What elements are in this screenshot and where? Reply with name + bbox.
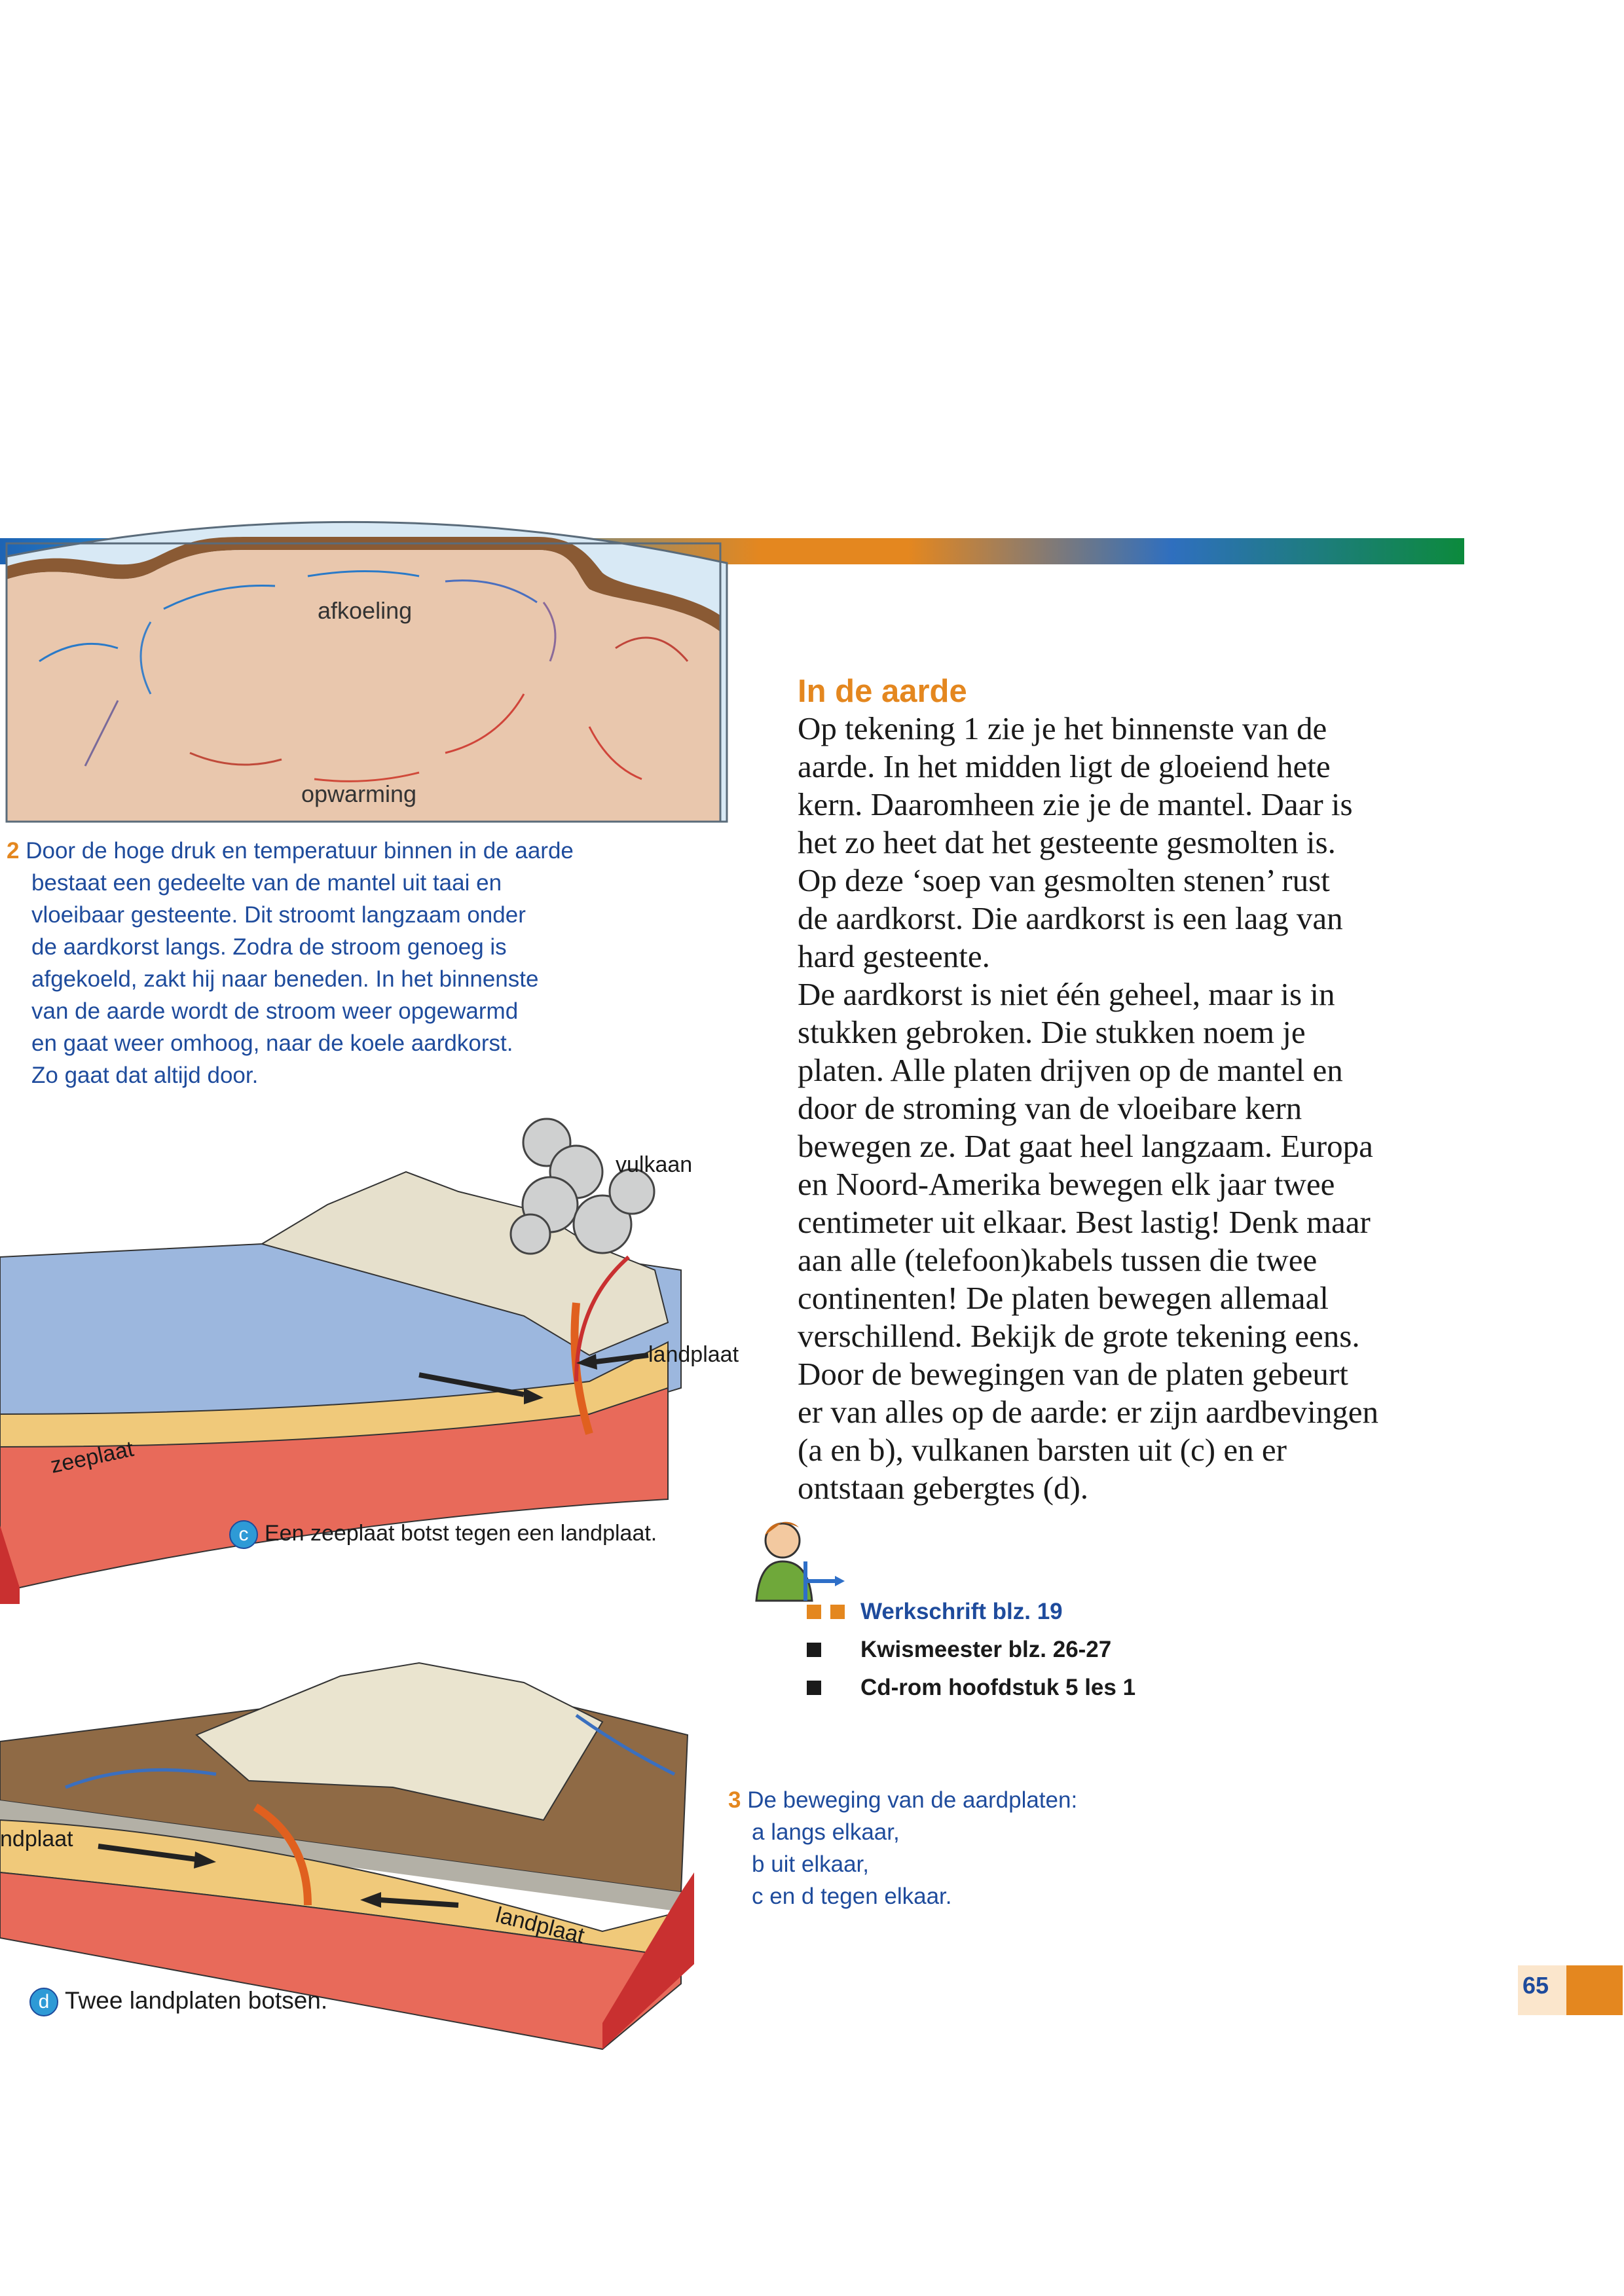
reference-kwismeester[interactable]: Kwismeester blz. 26-27 bbox=[807, 1631, 1135, 1669]
figure-c-caption: c Een zeeplaat botst tegen een landplaat. bbox=[229, 1520, 657, 1549]
figure-d-tag: d bbox=[29, 1988, 58, 2016]
page-corner-accent bbox=[1566, 1965, 1623, 2015]
reference-cdrom[interactable]: Cd-rom hoofdstuk 5 les 1 bbox=[807, 1669, 1135, 1707]
article-body: Op tekening 1 zie je het binnenste van de aarde. In het midden ligt de gloeiend hete kern. Daaromheen zie je de mantel. Daar is het zo heet dat het gesteente gesmolten is. Op deze ‘soep van gesmolten stenen’ rust de aardkorst. Die aardkorst is een laag van hard gesteente. De aardkorst is niet één geheel, maar is in stukken gebroken. Die stukken noem je platen. Alle platen drijven op de mantel en door de stroming van de vloeibare kern bewegen ze. Dat gaat heel langzaam. Europa en Noord-Amerika bewegen elk jaar twee centimeter uit elkaar. Best lastig! Denk maar aan alle (telefoon)kabels tussen die twee continenten! De platen bewegen allemaal verschillend. Bekijk de grote tekening eens. Door de bewegingen van de platen gebeurt er van alles op de aarde: er zijn aardbevingen (a en b), vulkanen barsten uit (c) en er ontstaan gebergtes (d). bbox=[798, 710, 1379, 1506]
black-square-icon bbox=[807, 1681, 821, 1695]
page-number: 65 bbox=[1522, 1972, 1549, 1999]
figure-c-tag: c bbox=[229, 1520, 258, 1549]
caption-2-number: 2 bbox=[7, 838, 20, 864]
mantle-convection-diagram bbox=[0, 504, 733, 825]
black-square-icon bbox=[807, 1643, 821, 1657]
caption-2: 2 Door de hoge druk en temperatuur binnen in de aarde bestaat een gedeelte van de mantel uit taai en vloeibaar gesteente. Dit stroomt langzaam onder de aardkorst langs. Zodra de stroom genoeg is afgekoeld, zakt hij naar beneden. In het binnenste van de aarde wordt de stroom weer opgewarmd en gaat weer omhoog, naar de koele aardkorst. Zo gaat dat altijd door. bbox=[7, 838, 574, 1088]
landplate-left-label: ndplaat bbox=[0, 1827, 73, 1851]
orange-square-icon bbox=[830, 1605, 845, 1619]
reference-werkschrift[interactable]: Werkschrift blz. 19 bbox=[807, 1593, 1135, 1631]
heating-label: opwarming bbox=[301, 780, 417, 807]
article-heading: In de aarde bbox=[798, 674, 967, 709]
landplate-right-label: landplaat bbox=[493, 1902, 587, 1949]
references bbox=[807, 1593, 1135, 1707]
landplate-label: landplaat bbox=[648, 1342, 739, 1367]
volcano-label: vulkaan bbox=[616, 1152, 693, 1177]
cooling-label: afkoeling bbox=[318, 597, 413, 624]
orange-square-icon bbox=[807, 1605, 821, 1619]
caption-3: 3 De beweging van de aardplaten: a langs elkaar, b uit elkaar, c en d tegen elkaar. bbox=[728, 1787, 1078, 1909]
figure-d-caption: d Twee landplaten botsen. bbox=[29, 1987, 327, 2016]
caption-3-number: 3 bbox=[728, 1787, 741, 1813]
article bbox=[798, 673, 1452, 1507]
seaplate-label: zeeplaat bbox=[48, 1436, 136, 1478]
